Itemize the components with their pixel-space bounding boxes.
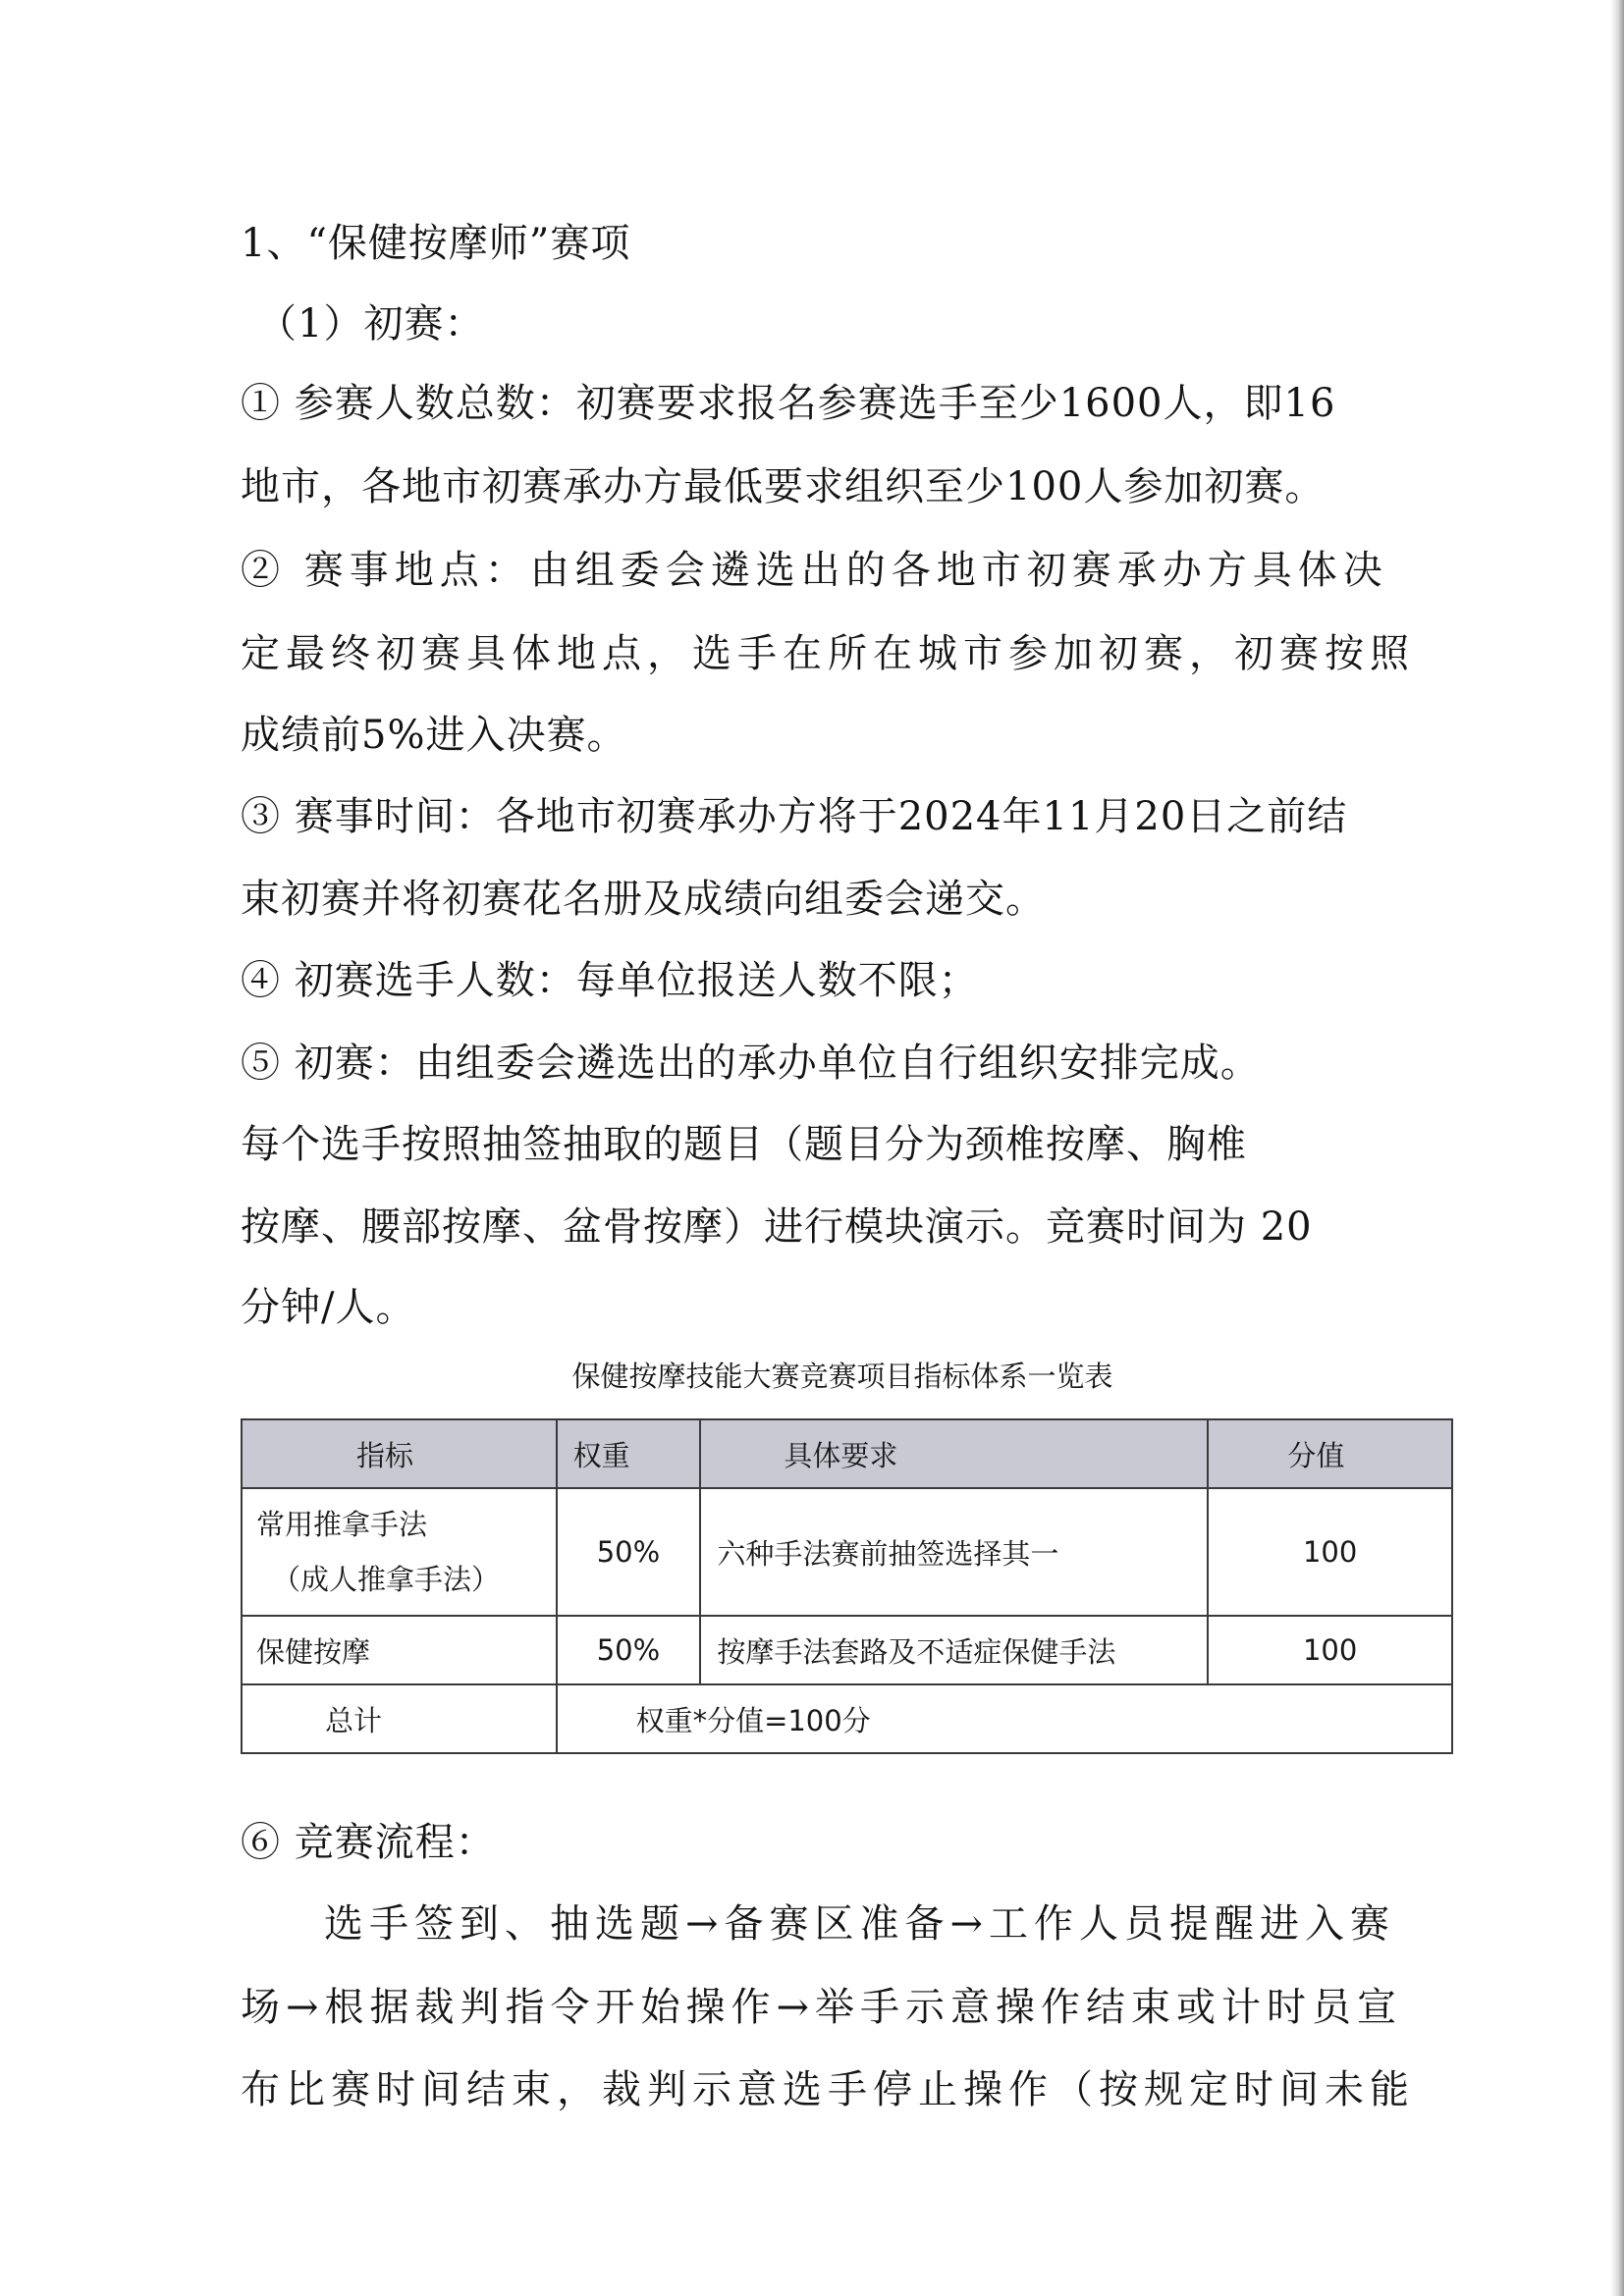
total-value: 权重*分值=100分: [557, 1684, 1452, 1753]
section-heading: 1、“保健按摩师”赛项: [241, 221, 631, 266]
scan-edge: [1610, 0, 1624, 2296]
paragraph-line: ② 赛事地点：由组委会遴选出的各地市初赛承办方具体决: [241, 548, 1388, 593]
process-heading: ⑥ 竞赛流程：: [241, 1820, 496, 1865]
score-cell: 100: [1208, 1616, 1452, 1684]
header-indicator: 指标: [242, 1419, 557, 1488]
paragraph-line: ④ 初赛选手人数：每单位报送人数不限；: [241, 958, 979, 1003]
requirement-cell: 按摩手法套路及不适症保健手法: [700, 1616, 1208, 1684]
paragraph-line: 按摩、腰部按摩、盆骨按摩）进行模块演示。竞赛时间为 20: [241, 1204, 1313, 1250]
score-cell: 100: [1208, 1488, 1452, 1616]
paragraph-line: 每个选手按照抽签抽取的题目（题目分为颈椎按摩、胸椎: [241, 1122, 1247, 1167]
metrics-table: [241, 1418, 1453, 1754]
header-score: 分值: [1208, 1419, 1452, 1488]
header-requirement: 具体要求: [700, 1419, 1208, 1488]
process-line: 场→根据裁判指令开始操作→举手示意操作结束或计时员宣: [241, 1985, 1403, 2030]
paragraph-line: ③ 赛事时间：各地市初赛承办方将于2024年11月20日之前结: [241, 794, 1348, 839]
paragraph-line: 定最终初赛具体地点，选手在所在城市参加初赛，初赛按照: [241, 631, 1415, 676]
section-subheading: （1）初赛：: [257, 301, 485, 347]
total-label: 总计: [242, 1684, 557, 1753]
paragraph-line: 分钟/人。: [241, 1285, 416, 1330]
process-line: 选手签到、抽选题→备赛区准备→工作人员提醒进入赛: [324, 1901, 1396, 1947]
indicator-line: （成人推拿手法）: [272, 1563, 501, 1596]
indicator-line: 常用推拿手法: [256, 1508, 428, 1541]
weight-cell: 50%: [557, 1488, 701, 1616]
process-line: 布比赛时间结束，裁判示意选手停止操作（按规定时间未能: [241, 2067, 1415, 2112]
table-row: [242, 1488, 1452, 1616]
table-header-row: [242, 1419, 1452, 1488]
table-total-row: [242, 1684, 1452, 1753]
paragraph-line: ⑤ 初赛：由组委会遴选出的承办单位自行组织安排完成。: [241, 1041, 1261, 1086]
paragraph-line: 成绩前5%进入决赛。: [241, 713, 627, 758]
indicator-cell: [242, 1488, 557, 1616]
table-row: [242, 1616, 1452, 1684]
header-weight: 权重: [557, 1419, 701, 1488]
paragraph-line: 地市，各地市初赛承办方最低要求组织至少100人参加初赛。: [241, 464, 1326, 509]
requirement-cell: 六种手法赛前抽签选择其一: [700, 1488, 1208, 1616]
paragraph-line: 束初赛并将初赛花名册及成绩向组委会递交。: [241, 877, 1046, 922]
table-caption: 保健按摩技能大赛竞赛项目指标体系一览表: [571, 1360, 1113, 1393]
indicator-cell: 保健按摩: [242, 1616, 557, 1684]
paragraph-line: ① 参赛人数总数：初赛要求报名参赛选手至少1600人，即16: [241, 381, 1336, 426]
weight-cell: 50%: [557, 1616, 701, 1684]
